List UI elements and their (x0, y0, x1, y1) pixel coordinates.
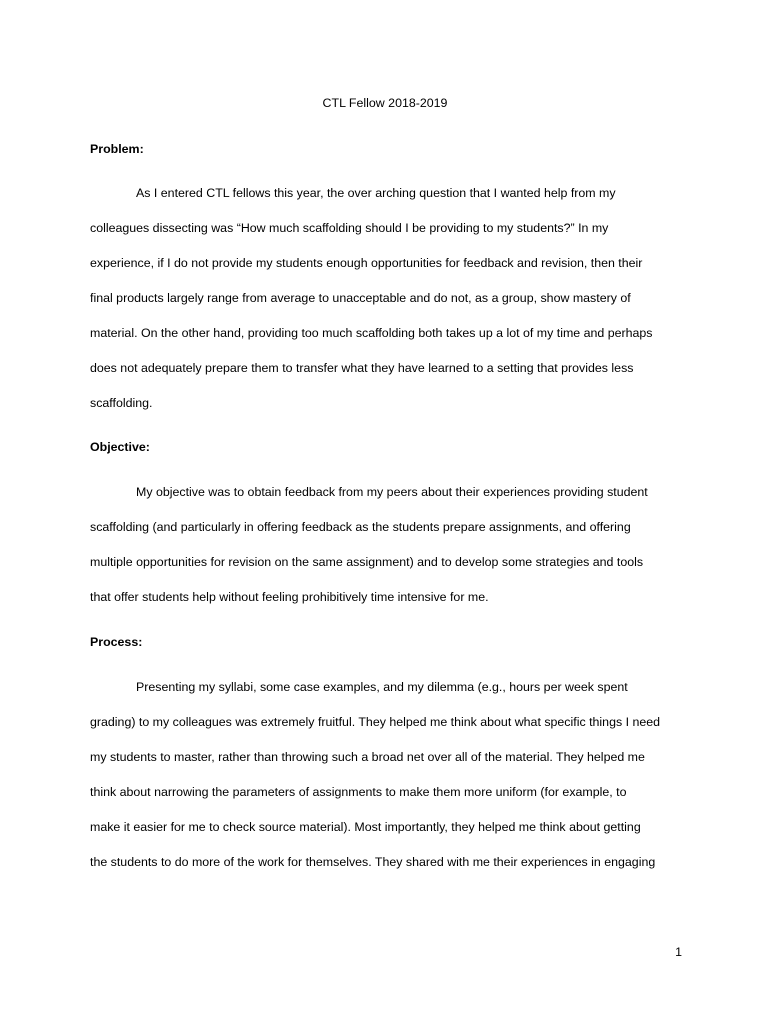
paragraph-line: that offer students help without feeling prohibitively time intensive for me. (90, 590, 489, 604)
paragraph-line: multiple opportunities for revision on the same assignment) and to develop some strategies and tools (90, 555, 644, 569)
paragraph-line: scaffolding (and particularly in offering feedback as the students prepare assignments, and offering (90, 520, 631, 534)
paragraph-line: think about narrowing the parameters of assignments to make them more uniform (for example, to (90, 785, 627, 799)
document-title: CTL Fellow 2018-2019 (322, 96, 448, 110)
paragraph-line: material. On the other hand, providing too much scaffolding both takes up a lot of my time and perhaps (90, 326, 653, 340)
paragraph-line: Presenting my syllabi, some case examples, and my dilemma (e.g., hours per week spent (136, 680, 628, 694)
paragraph-line: colleagues dissecting was “How much scaffolding should I be providing to my students?” In my (90, 221, 609, 235)
section-heading-objective: Objective: (90, 440, 150, 454)
section-heading-process: Process: (90, 635, 143, 649)
paragraph-line: My objective was to obtain feedback from my peers about their experiences providing student (136, 485, 648, 499)
paragraph-line: final products largely range from average to unacceptable and do not, as a group, show mastery of (90, 291, 631, 305)
paragraph-line: the students to do more of the work for themselves. They shared with me their experiences in engaging (90, 855, 656, 869)
paragraph-line: make it easier for me to check source material). Most importantly, they helped me think about getting (90, 820, 641, 834)
page-number: 1 (675, 945, 682, 959)
paragraph-line: grading) to my colleagues was extremely fruitful. They helped me think about what specific things I need (90, 715, 661, 729)
paragraph-line: As I entered CTL fellows this year, the over arching question that I wanted help from my (136, 186, 616, 200)
paragraph-line: scaffolding. (90, 396, 153, 410)
paragraph-line: experience, if I do not provide my students enough opportunities for feedback and revision, then their (90, 256, 643, 270)
paragraph-line: my students to master, rather than throwing such a broad net over all of the material. They helped me (90, 750, 645, 764)
paragraph-line: does not adequately prepare them to transfer what they have learned to a setting that provides less (90, 361, 634, 375)
section-heading-problem: Problem: (90, 142, 144, 156)
